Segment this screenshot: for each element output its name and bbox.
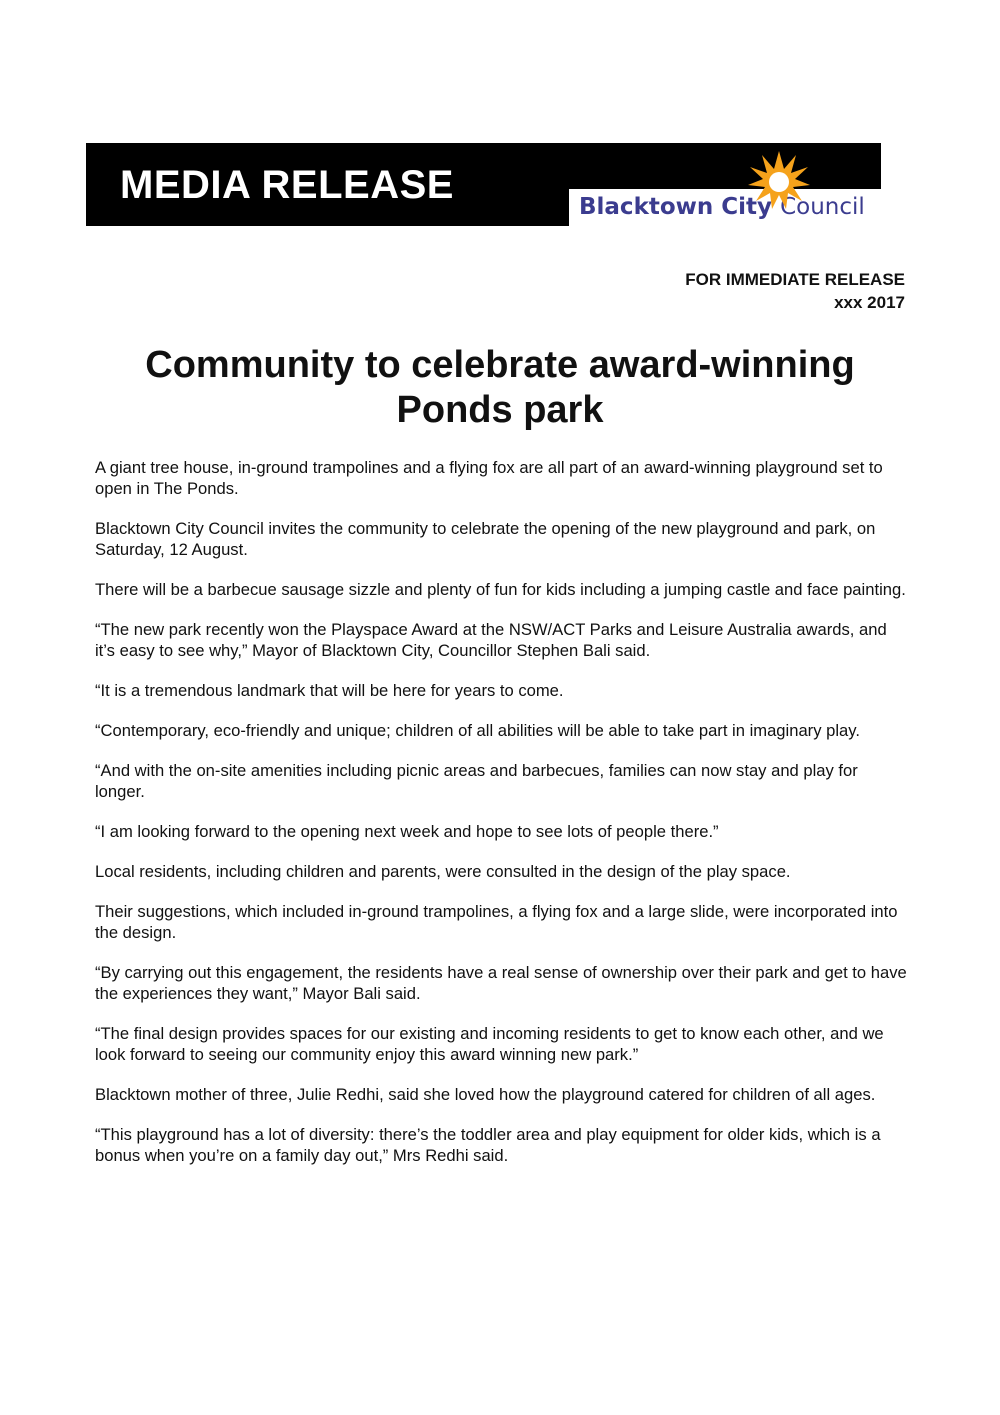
logo-text-council: Council [780,194,865,220]
paragraph: “The final design provides spaces for our existing and incoming residents to get to know each other, and we look forward to seeing our community enjoy this award winning new park.” [95,1024,884,1064]
paragraph: Blacktown City Council invites the community to celebrate the opening of the new playground and park, on Saturday, 12 August. [95,519,876,559]
paragraph: Blacktown mother of three, Julie Redhi, said she loved how the playground catered for children of all ages. [95,1085,876,1104]
paragraph: “And with the on-site amenities including picnic areas and barbecues, families can now stay and play for longer. [95,761,858,801]
paragraph: “Contemporary, eco-friendly and unique; children of all abilities will be able to take part in imaginary play. [95,721,860,740]
logo-text-blacktown-city: Blacktown City [579,194,781,220]
paragraph: There will be a barbecue sausage sizzle and plenty of fun for kids including a jumping castle and face painting. [95,580,906,599]
paragraph: “I am looking forward to the opening next week and hope to see lots of people there.” [95,822,719,841]
paragraph: “The new park recently won the Playspace Award at the NSW/ACT Parks and Leisure Australia awards, and it’s easy to see why,” Mayor of Blacktown City, Councillor Stephen Bali said. [95,620,887,660]
sun-logo-icon [746,149,812,215]
article-body [95,457,910,1185]
media-release-banner [86,143,881,226]
banner-title: MEDIA RELEASE [120,163,454,207]
paragraph: “By carrying out this engagement, the residents have a real sense of ownership over their park and get to have the experiences they want,” Mayor Bali said. [95,963,907,1003]
council-logo-text [579,193,865,221]
release-date: xxx 2017 [834,293,905,312]
paragraph: A giant tree house, in-ground trampolines and a flying fox are all part of an award-winning playground set to open in The Ponds. [95,458,883,498]
release-label: FOR IMMEDIATE RELEASE [685,270,905,289]
headline-line-2: Ponds park [396,389,604,431]
sun-core [769,172,789,192]
council-logo [569,189,881,226]
paragraph: Their suggestions, which included in-ground trampolines, a flying fox and a large slide, were incorporated into the design. [95,902,898,942]
page-title [60,343,940,433]
paragraph: “It is a tremendous landmark that will be here for years to come. [95,681,564,700]
release-info [685,268,905,314]
paragraph: Local residents, including children and parents, were consulted in the design of the play space. [95,862,791,881]
headline-line-1: Community to celebrate award-winning [145,344,855,386]
paragraph: “This playground has a lot of diversity: there’s the toddler area and play equipment for older kids, which is a bonus when you’re on a family day out,” Mrs Redhi said. [95,1125,881,1165]
